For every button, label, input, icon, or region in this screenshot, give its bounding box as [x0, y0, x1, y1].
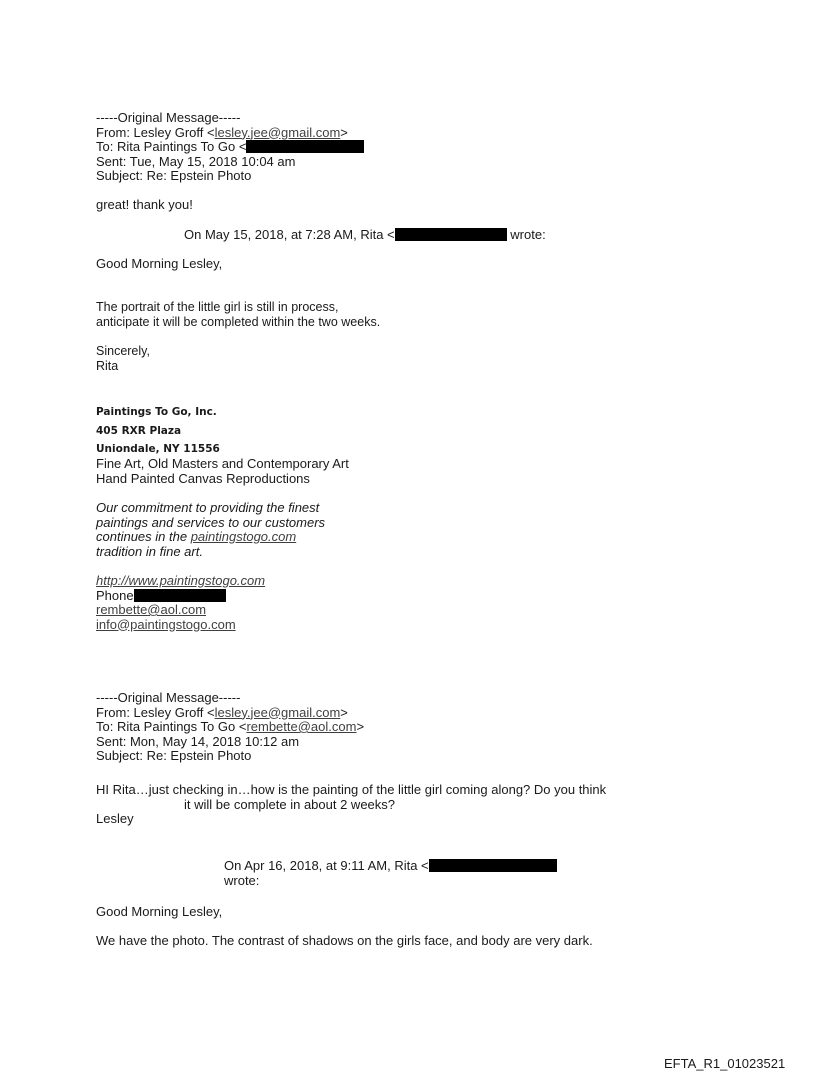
from-line: From: Lesley Groff <lesley.jee@gmail.com>	[96, 704, 348, 720]
from-email-link[interactable]: lesley.jee@gmail.com	[214, 704, 341, 720]
subject-line: Subject: Re: Epstein Photo	[96, 168, 252, 183]
message-header-1	[96, 111, 364, 184]
redaction-block	[134, 589, 226, 602]
sign-off: Lesley	[96, 811, 134, 826]
quote-attribution: On May 15, 2018, at 7:28 AM, Rita < wrote:	[184, 227, 546, 242]
sent-line: Sent: Tue, May 15, 2018 10:04 am	[96, 153, 296, 169]
to-line: To: Rita Paintings To Go <rembette@aol.com>	[96, 719, 365, 734]
quoted-message: We have the photo. The contrast of shadows on the girls face, and body are very dark.	[96, 933, 593, 948]
to-email-link[interactable]: rembette@aol.com	[246, 719, 357, 734]
company-name: Paintings To Go, Inc.	[96, 406, 217, 418]
phone-line: Phone	[96, 589, 265, 604]
quoted-message: The portrait of the little girl is still in process, anticipate it will be completed within the two weeks.	[96, 300, 381, 329]
sign-off: Sincerely, Rita	[96, 344, 150, 373]
redaction-block	[429, 859, 557, 872]
to-line: To: Rita Paintings To Go <	[96, 140, 364, 155]
quote-attribution: On Apr 16, 2018, at 9:11 AM, Rita < wrote:	[224, 859, 557, 888]
commitment-statement: Our commitment to providing the finest paintings and services to our customers continues in the paintingstogo.com tradition in fine art.	[96, 500, 326, 559]
sent-line: Sent: Mon, May 14, 2018 10:12 am	[96, 733, 300, 749]
message-header-2	[96, 691, 364, 764]
website-link[interactable]: http://www.paintingstogo.com	[96, 573, 266, 588]
email-link-info[interactable]: info@paintingstogo.com	[96, 616, 236, 632]
greeting: Good Morning Lesley,	[96, 904, 223, 919]
company-address: Paintings To Go, Inc. 405 RXR Plaza Uniondale, NY 11556	[96, 403, 220, 459]
reply-body: HI Rita…just checking in…how is the painting of the little girl coming along? Do you think it will be complete in about 2 weeks? Lesley	[96, 782, 607, 826]
company-description: Fine Art, Old Masters and Contemporary Art Hand Painted Canvas Reproductions	[96, 456, 349, 486]
from-line: From: Lesley Groff <lesley.jee@gmail.com>	[96, 124, 348, 140]
from-email-link[interactable]: lesley.jee@gmail.com	[214, 124, 341, 140]
greeting: Good Morning Lesley,	[96, 256, 223, 271]
reply-body: great! thank you!	[96, 197, 193, 212]
original-message-label: -----Original Message-----	[96, 690, 241, 705]
redaction-block	[246, 140, 364, 153]
bates-number: EFTA_R1_01023521	[664, 1056, 786, 1071]
original-message-label: -----Original Message-----	[96, 110, 241, 125]
contact-info	[96, 574, 265, 632]
subject-line: Subject: Re: Epstein Photo	[96, 748, 252, 763]
redaction-block	[395, 228, 507, 241]
email-link-rembette[interactable]: rembette@aol.com	[96, 602, 207, 617]
website-inline-link[interactable]: paintingstogo.com	[190, 529, 297, 544]
